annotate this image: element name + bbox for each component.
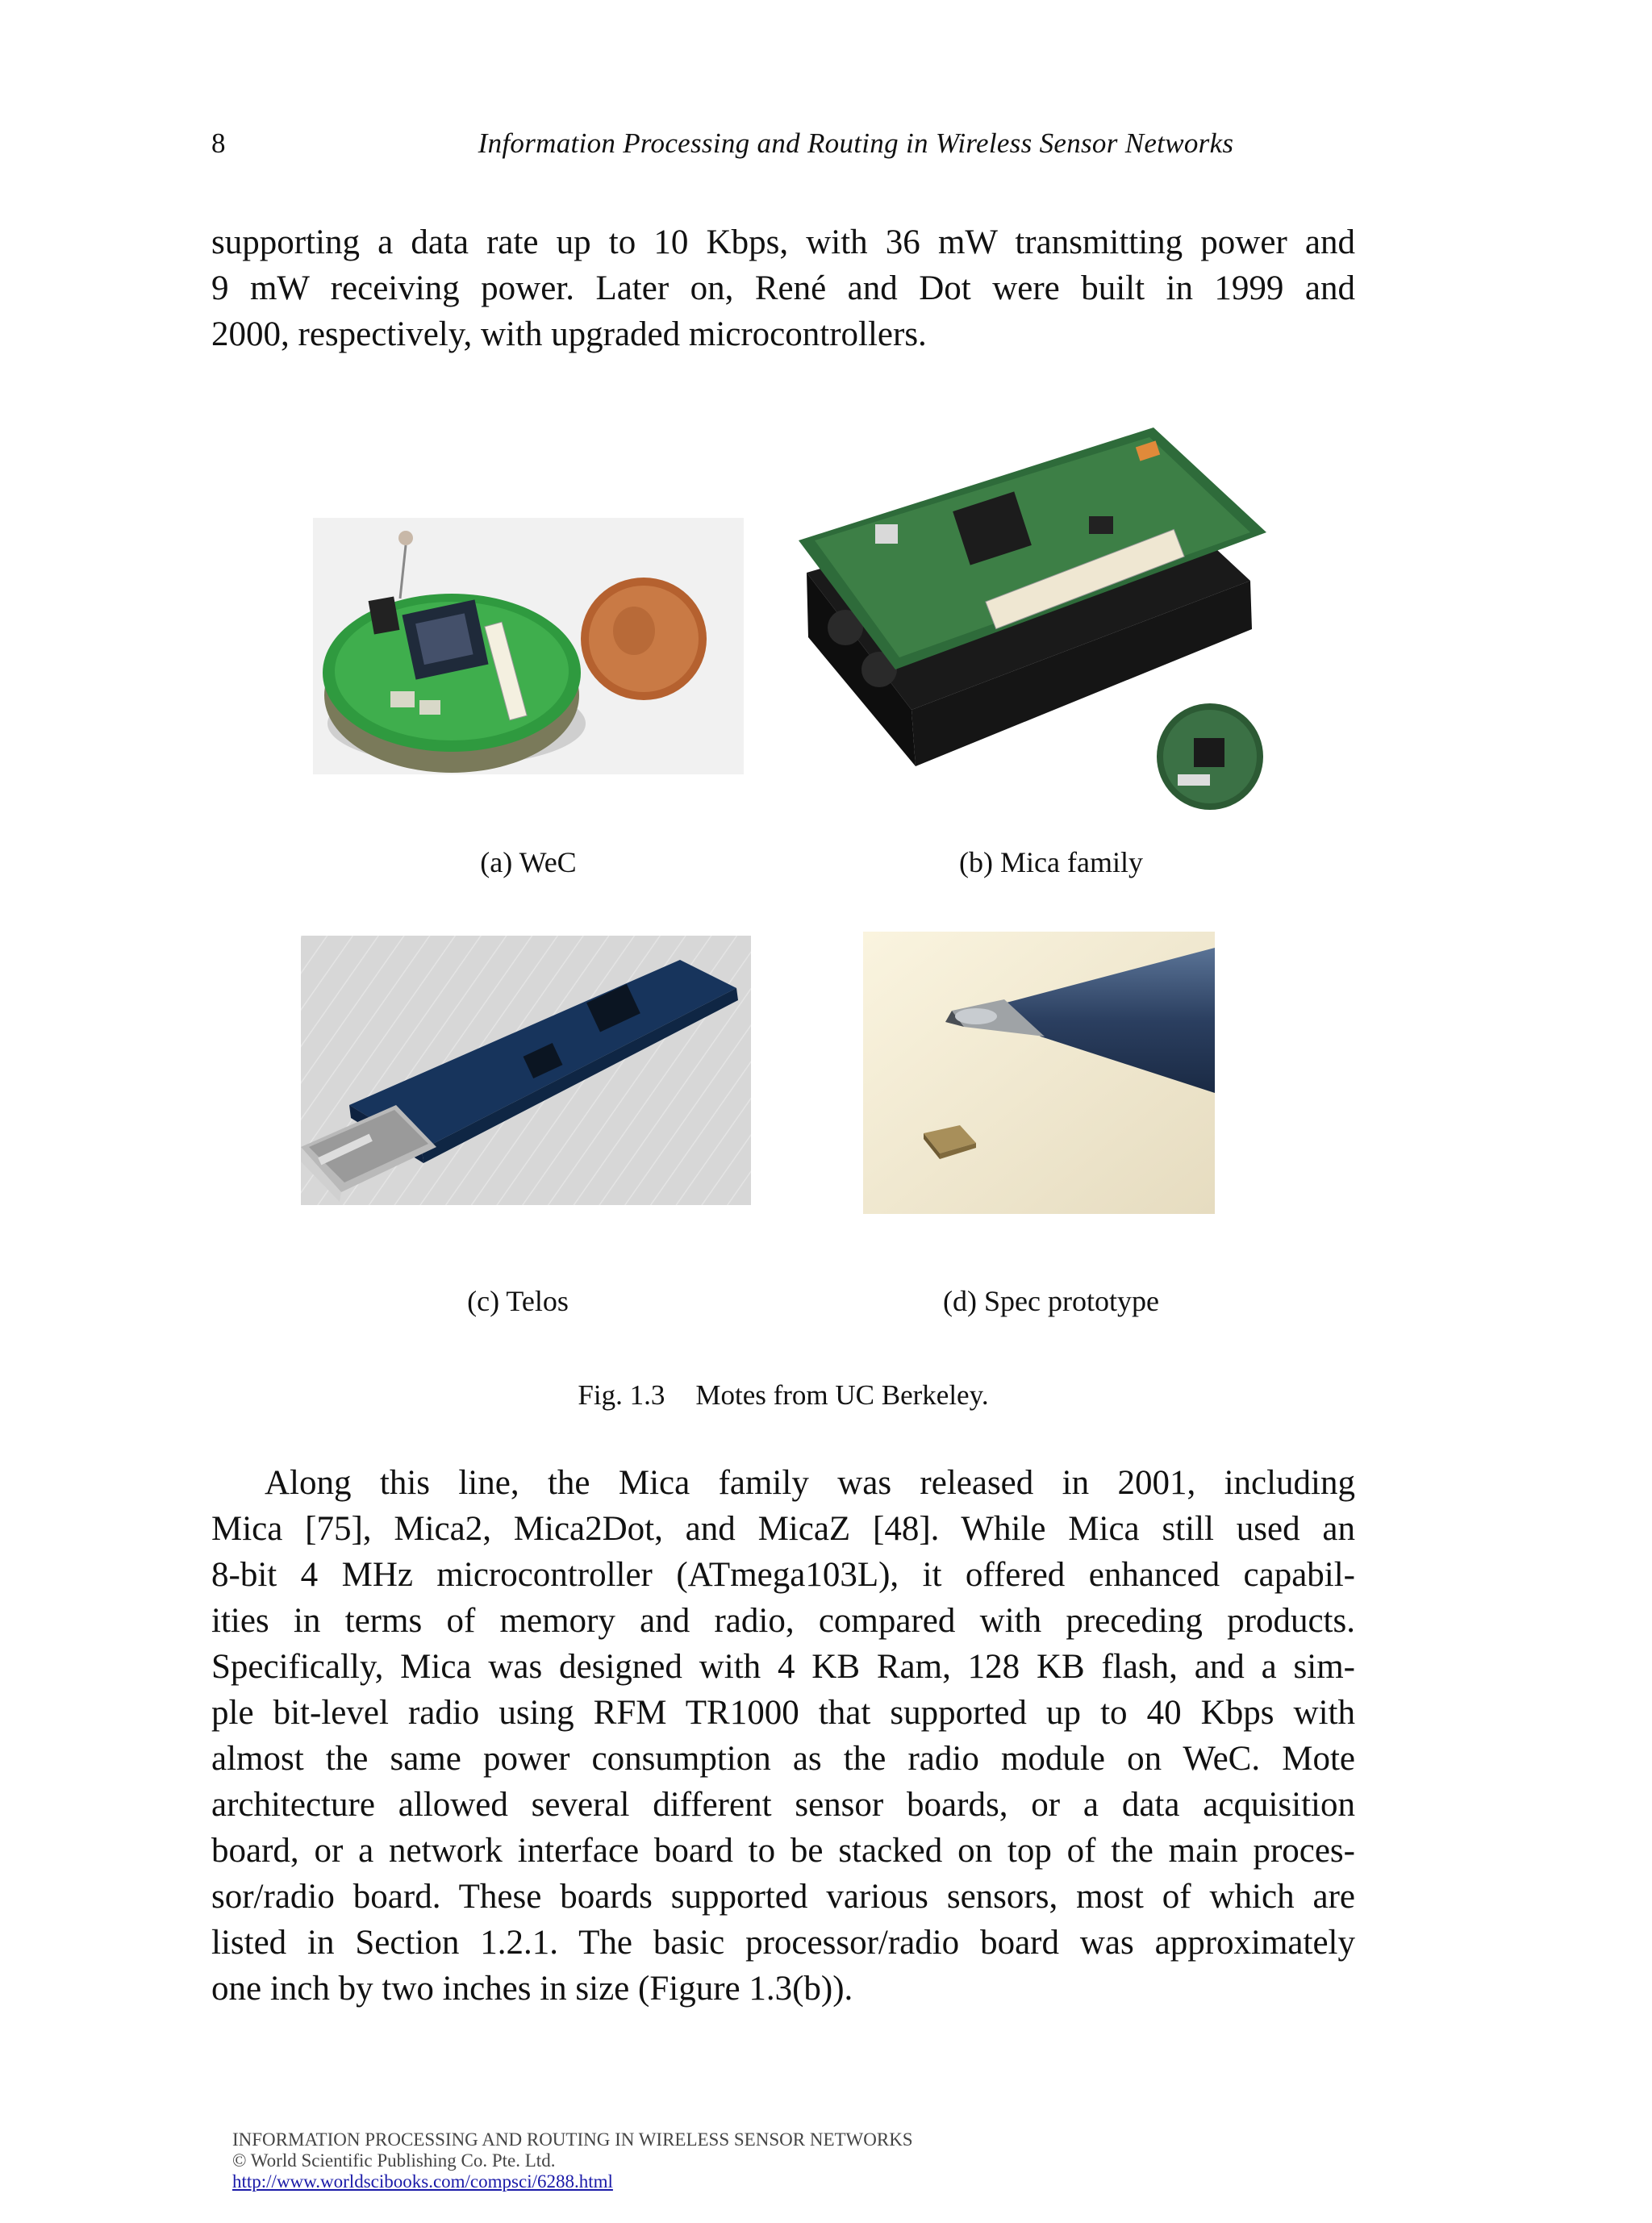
subcaption-d: (d) Spec prototype xyxy=(943,1285,1159,1317)
paragraph-1 xyxy=(211,219,1355,357)
footer-title: INFORMATION PROCESSING AND ROUTING IN WIRELESS SENSOR NETWORKS xyxy=(232,2129,913,2150)
text-line: supporting a data rate up to 10 Kbps, with 36 mW transmitting power and xyxy=(211,223,1355,261)
text-line: architecture allowed several different sensor boards, or a data acquisition xyxy=(211,1786,1355,1824)
figure-caption xyxy=(211,1379,1355,1412)
paragraph-2 xyxy=(211,1460,1355,2012)
subcaption-b: (b) Mica family xyxy=(959,846,1143,878)
photo-telos-mote xyxy=(301,936,751,1205)
running-title: Information Processing and Routing in Wireless Sensor Networks xyxy=(478,127,1234,159)
text-line: sor/radio board. These boards supported various sensors, most of which are xyxy=(211,1878,1355,1916)
text-line: 9 mW receiving power. Later on, René and Dot were built in 1999 and xyxy=(211,269,1355,307)
text-line: listed in Section 1.2.1. The basic processor/radio board was approximately xyxy=(211,1924,1355,1962)
subcaption-c: (c) Telos xyxy=(467,1285,569,1317)
photo-mica-family xyxy=(799,428,1315,831)
text-line: ities in terms of memory and radio, compared with preceding products. xyxy=(211,1602,1355,1640)
subcaption-a: (a) WeC xyxy=(480,846,577,878)
footer-link[interactable]: http://www.worldscibooks.com/compsci/6288.html xyxy=(232,2171,613,2192)
text-line: Along this line, the Mica family was released in 2001, including xyxy=(265,1464,1355,1502)
text-line: one inch by two inches in size (Figure 1.3(b)). xyxy=(211,1970,853,2008)
text-line: Mica [75], Mica2, Mica2Dot, and MicaZ [48]. While Mica still used an xyxy=(211,1510,1355,1548)
figure-caption-label: Fig. 1.3 xyxy=(578,1379,665,1411)
text-line: almost the same power consumption as the radio module on WeC. Mote xyxy=(211,1740,1355,1778)
figure-caption-text: Motes from UC Berkeley. xyxy=(695,1379,989,1411)
text-line: board, or a network interface board to be stacked on top of the main proces- xyxy=(211,1832,1355,1870)
text-line: 2000, respectively, with upgraded microcontrollers. xyxy=(211,315,927,353)
footer xyxy=(232,2129,913,2192)
text-line: ple bit-level radio using RFM TR1000 that supported up to 40 Kbps with xyxy=(211,1694,1355,1732)
photo-wec-mote xyxy=(313,518,744,774)
photo-spec-prototype xyxy=(863,932,1215,1214)
footer-copyright: © World Scientific Publishing Co. Pte. Ltd. xyxy=(232,2150,556,2171)
page-number: 8 xyxy=(211,127,226,159)
text-line: 8-bit 4 MHz microcontroller (ATmega103L), it offered enhanced capabil- xyxy=(211,1556,1355,1594)
text-line: Specifically, Mica was designed with 4 KB Ram, 128 KB flash, and a sim- xyxy=(211,1648,1355,1686)
running-head xyxy=(211,127,1355,168)
